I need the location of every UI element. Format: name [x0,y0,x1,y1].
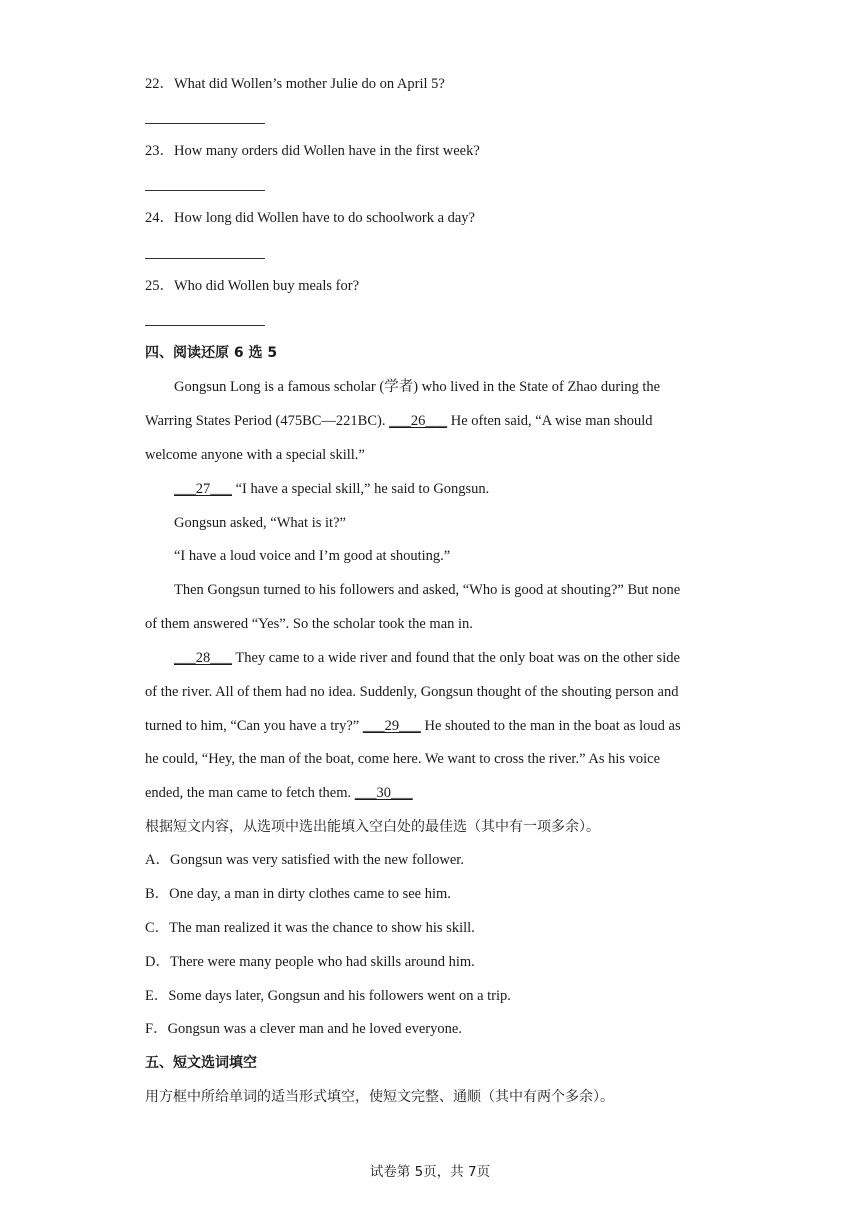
option-c: C．The man realized it was the chance to show his skill. [145,920,475,936]
passage-line: “I have a loud voice and I’m good at shouting.” [174,548,451,564]
section-4-title: 四、阅读还原 6 选 5 [145,345,278,361]
question-number: 22． [145,76,174,92]
passage-line: welcome anyone with a special skill.” [145,447,365,463]
question-25 [145,276,359,296]
section-5-instruction: 用方框中所给单词的适当形式填空，使短文完整、通顺（其中有两个多余）。 [145,1089,614,1105]
passage-line [174,479,489,499]
passage-line [145,716,681,736]
blank-27: ___27___ [174,481,232,497]
blank-30: ___30___ [354,785,413,801]
blank-29: ___29___ [362,718,421,734]
passage-text: They came to a wide river and found that the only boat was on the other side [235,650,680,666]
page-footer: 试卷第 5页，共 7页 [369,1164,491,1180]
passage-line: of the river. All of them had no idea. Suddenly, Gongsun thought of the shouting person and [145,684,679,700]
option-b: B．One day, a man in dirty clothes came to see him. [145,886,451,902]
passage-line: Gongsun Long is a famous scholar (学者) who lived in the State of Zhao during the [174,379,661,395]
option-e: E．Some days later, Gongsun and his followers went on a trip. [145,988,511,1004]
question-text: What did Wollen’s mother Julie do on April 5? [174,76,445,92]
section-5-title: 五、短文选词填空 [145,1055,257,1071]
question-text: How many orders did Wollen have in the first week? [174,143,480,159]
question-22 [145,74,445,94]
passage-line [174,648,680,668]
passage-text: turned to him, “Can you have a try?” [145,718,360,734]
answer-line-22[interactable] [145,123,265,124]
answer-line-24[interactable] [145,258,265,259]
question-number: 25． [145,278,174,294]
passage-text: He often said, “A wise man should [450,413,653,429]
blank-28: ___28___ [174,650,232,666]
question-number: 24． [145,210,174,226]
passage-line: Gongsun asked, “What is it?” [174,515,346,531]
passage-line: Then Gongsun turned to his followers and asked, “Who is good at shouting?” But none [174,582,681,598]
passage-text: ended, the man came to fetch them. [145,785,352,801]
question-text: How long did Wollen have to do schoolwork a day? [174,210,475,226]
option-d: D．There were many people who had skills around him. [145,954,475,970]
option-a: A．Gongsun was very satisfied with the new follower. [145,852,464,868]
answer-line-23[interactable] [145,190,265,191]
passage-line: of them answered “Yes”. So the scholar took the man in. [145,616,473,632]
passage-line [145,783,413,803]
blank-26: ___26___ [389,413,448,429]
passage-line: he could, “Hey, the man of the boat, come here. We want to cross the river.” As his voice [145,751,661,767]
passage-text: Warring States Period (475BC—221BC). [145,413,386,429]
question-24 [145,208,475,228]
question-text: Who did Wollen buy meals for? [174,278,360,294]
option-f: F．Gongsun was a clever man and he loved everyone. [145,1021,462,1037]
answer-line-25[interactable] [145,325,265,326]
passage-text: He shouted to the man in the boat as loud as [424,718,681,734]
section-4-instruction: 根据短文内容，从选项中选出能填入空白处的最佳选（其中有一项多余）。 [145,819,600,835]
question-number: 23． [145,143,174,159]
question-23 [145,141,480,161]
passage-text: “I have a special skill,” he said to Gongsun. [235,481,490,497]
passage-line [145,411,653,431]
